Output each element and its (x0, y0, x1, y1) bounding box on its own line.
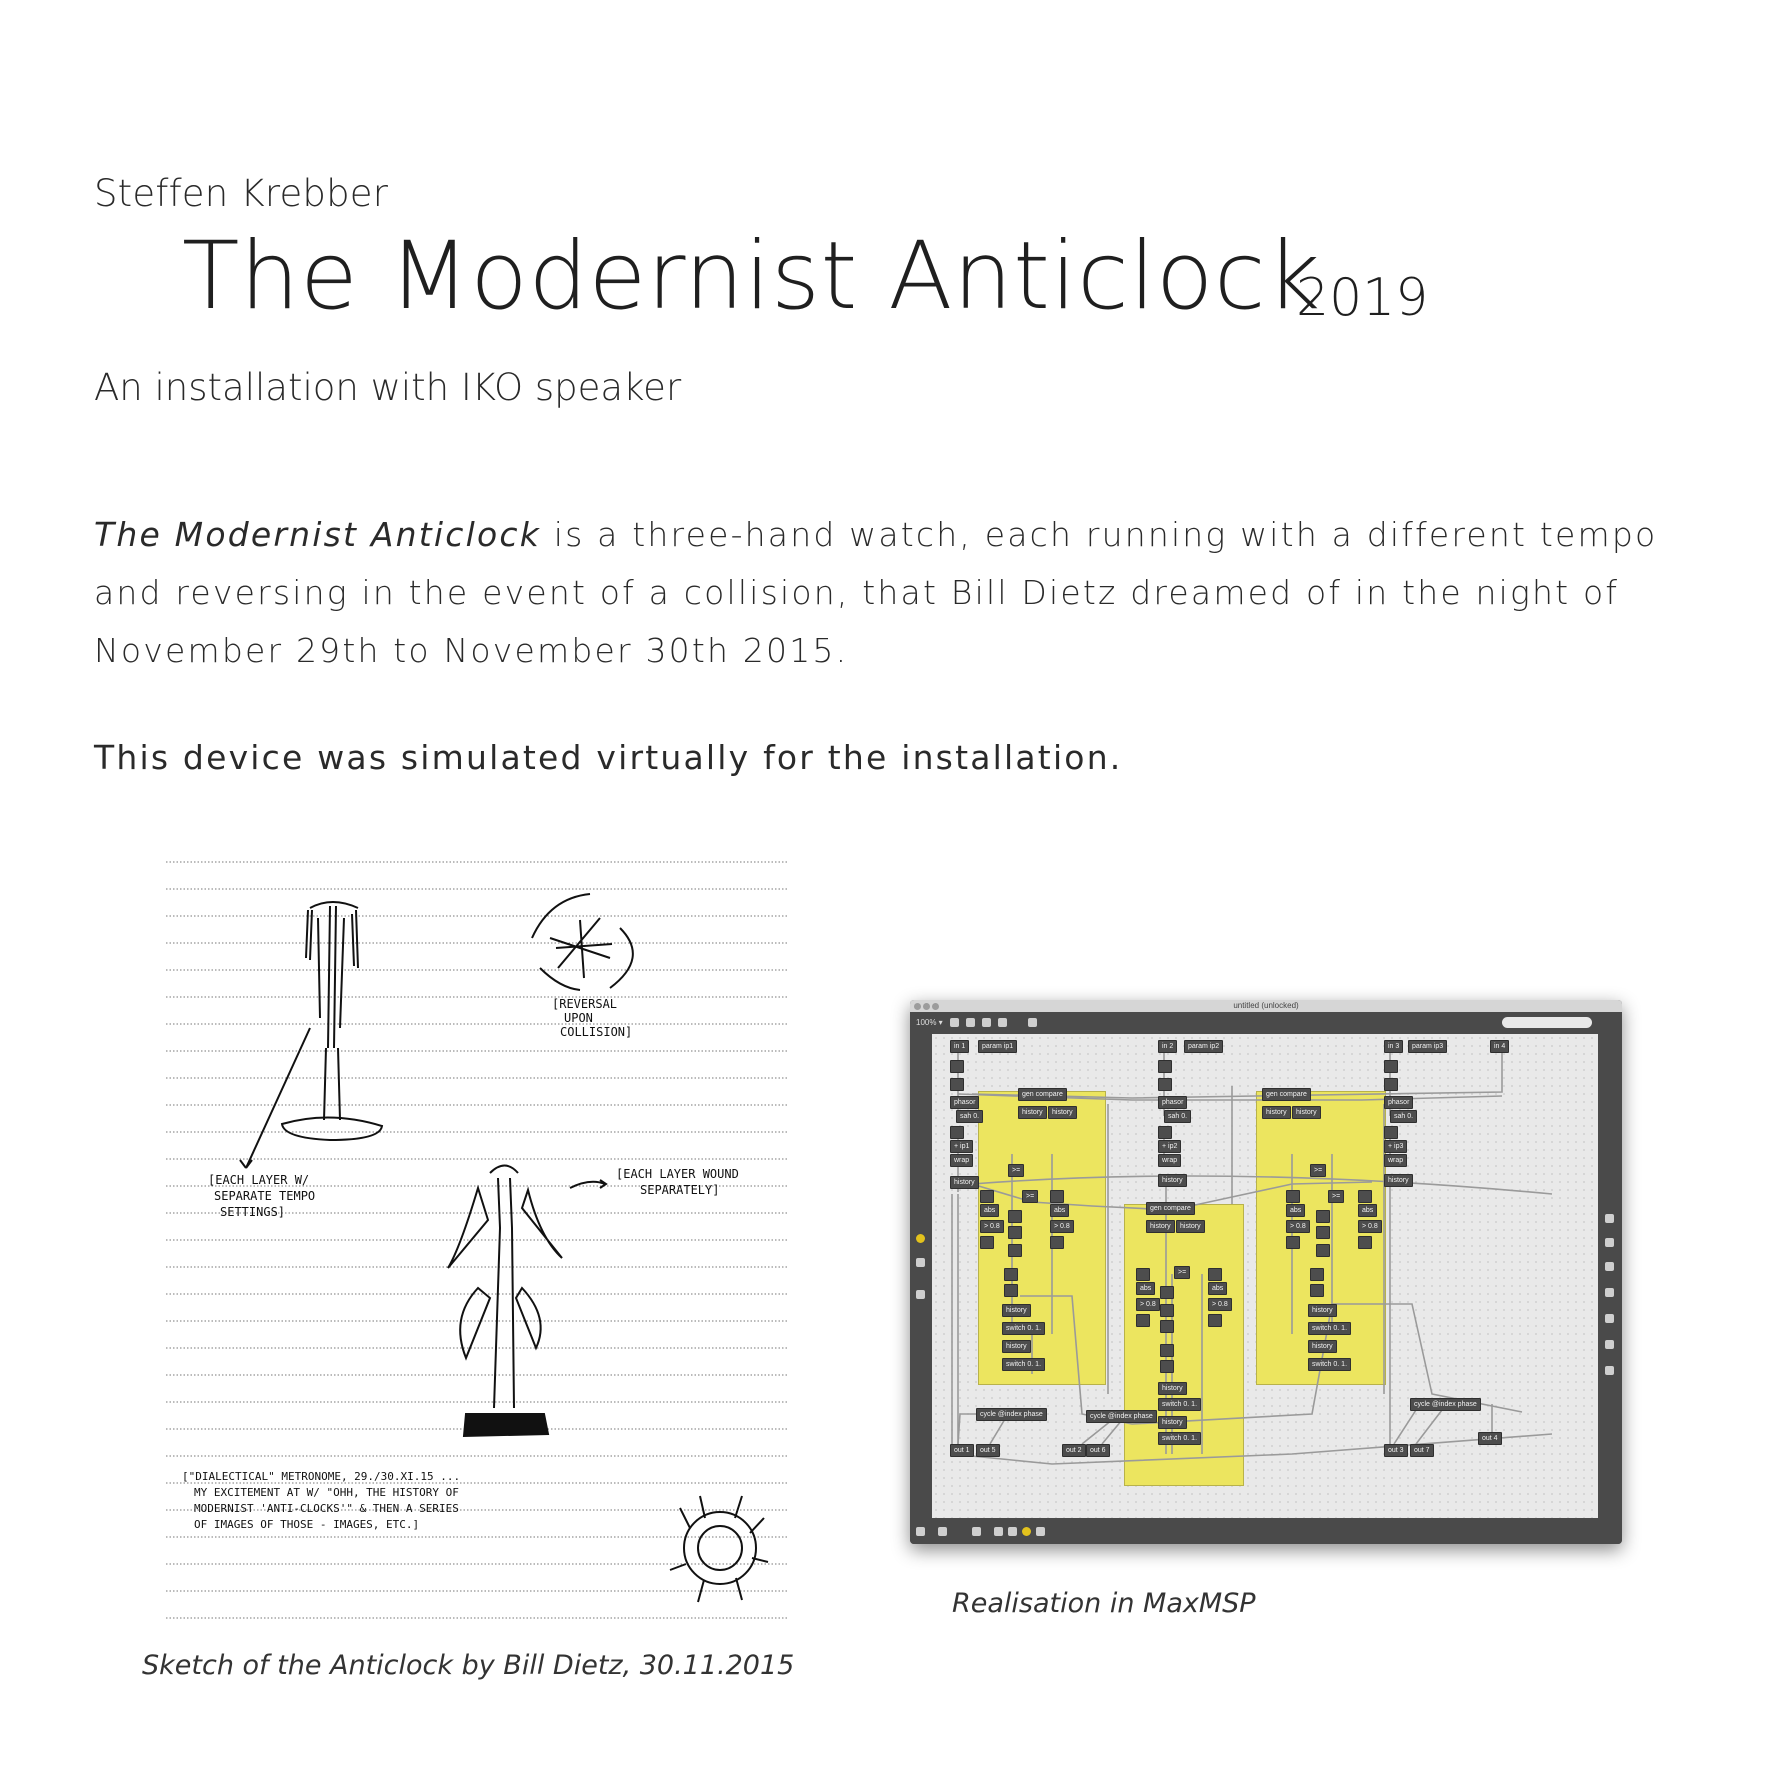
lock-icon[interactable] (916, 1527, 925, 1536)
object-box[interactable] (1160, 1360, 1174, 1373)
outlet-5[interactable]: out 5 (976, 1444, 1000, 1457)
object-box[interactable] (1384, 1126, 1398, 1139)
history-3[interactable]: history (1384, 1174, 1413, 1187)
switch-2a[interactable]: switch 0. 1. (1158, 1398, 1201, 1411)
outlet-3[interactable]: out 3 (1384, 1444, 1408, 1457)
annotation-reversal-1: [REVERSAL (552, 997, 618, 1011)
object-box[interactable] (1316, 1244, 1330, 1257)
page-title: The Modernist Anticlock (182, 222, 1321, 331)
object-box[interactable] (1050, 1236, 1064, 1249)
maxmsp-caption: Realisation in MaxMSP (952, 1588, 1256, 1619)
abs-3b[interactable]: abs (1358, 1204, 1377, 1217)
annotation-bottom-1: ["DIALECTICAL" METRONOME, 29./30.XI.15 ... (182, 1470, 461, 1483)
object-box[interactable] (1004, 1268, 1018, 1281)
gt-1a[interactable]: > 0.8 (980, 1220, 1004, 1233)
list-icon[interactable] (1605, 1314, 1614, 1323)
wrap-2[interactable]: wrap (1158, 1154, 1181, 1167)
history-1[interactable]: history (950, 1176, 979, 1189)
object-box[interactable] (1136, 1314, 1150, 1327)
annotation-bottom-2: MY EXCITEMENT AT W/ "OHH, THE HISTORY OF (194, 1486, 459, 1499)
history-1a[interactable]: history (1018, 1106, 1047, 1119)
object-box[interactable] (1158, 1060, 1172, 1073)
object-box[interactable] (1160, 1286, 1174, 1299)
gte-1b[interactable]: >= (1022, 1190, 1038, 1203)
annotation-bottom-4: OF IMAGES OF THOSE - IMAGES, ETC.] (194, 1518, 420, 1531)
annotation-reversal-2: UPON (564, 1011, 593, 1025)
clue-icon[interactable] (1605, 1238, 1614, 1247)
plus-ip3[interactable]: + ip3 (1384, 1140, 1407, 1153)
switch-1b[interactable]: switch 0. 1. (1002, 1358, 1045, 1371)
sketch-caption: Sketch of the Anticlock by Bill Dietz, 30.11.2015 (142, 1650, 795, 1681)
object-box[interactable] (1208, 1268, 1222, 1281)
switch-3a[interactable]: switch 0. 1. (1308, 1322, 1351, 1335)
paint-icon[interactable] (1028, 1018, 1037, 1027)
gt-3a[interactable]: > 0.8 (1286, 1220, 1310, 1233)
object-box[interactable] (980, 1236, 994, 1249)
switch-3b[interactable]: switch 0. 1. (1308, 1358, 1351, 1371)
sketch-drawing (160, 848, 800, 1638)
annotation-tempo-2: SEPARATE TEMPO (214, 1189, 316, 1203)
cycle-3[interactable]: cycle @index phase (1410, 1398, 1481, 1411)
object-box[interactable] (1384, 1060, 1398, 1073)
gte-2[interactable]: >= (1174, 1266, 1190, 1279)
abs-1a[interactable]: abs (980, 1204, 999, 1217)
object-box[interactable] (1316, 1210, 1330, 1223)
history-1d[interactable]: history (1002, 1340, 1031, 1353)
grid-toggle-icon[interactable] (972, 1527, 981, 1536)
save-icon[interactable] (998, 1018, 1007, 1027)
sah-2[interactable]: sah 0. (1164, 1110, 1191, 1123)
object-box[interactable] (1136, 1268, 1150, 1281)
gen-compare-1[interactable]: gen compare (1018, 1088, 1067, 1101)
gen-compare-3[interactable]: gen compare (1262, 1088, 1311, 1101)
subtitle: An installation with IKO speaker (94, 366, 682, 409)
object-box[interactable] (1008, 1210, 1022, 1223)
object-box[interactable] (980, 1190, 994, 1203)
comment-icon[interactable] (966, 1018, 975, 1027)
object-box[interactable] (950, 1060, 964, 1073)
outlet-6[interactable]: out 6 (1086, 1444, 1110, 1457)
phasor-2[interactable]: phasor (1158, 1096, 1187, 1109)
abs-2b[interactable]: abs (1208, 1282, 1227, 1295)
history-3c[interactable]: history (1308, 1304, 1337, 1317)
zoom-menu[interactable]: 100% ▾ (916, 1018, 943, 1027)
object-box[interactable] (1310, 1268, 1324, 1281)
description (94, 506, 1694, 680)
right-sidebar (1598, 1034, 1622, 1518)
cycle-2[interactable]: cycle @index phase (1086, 1410, 1157, 1423)
object-box[interactable] (1160, 1344, 1174, 1357)
phasor-1[interactable]: phasor (950, 1096, 979, 1109)
anticlock-sketch (160, 848, 800, 1638)
object-box[interactable] (1286, 1190, 1300, 1203)
param-ip2[interactable]: param ip2 (1184, 1040, 1223, 1053)
object-box[interactable] (1160, 1320, 1174, 1333)
sah-1[interactable]: sah 0. (956, 1110, 983, 1123)
object-box[interactable] (950, 1078, 964, 1091)
abs-2a[interactable]: abs (1136, 1282, 1155, 1295)
history-2[interactable]: history (1158, 1174, 1187, 1187)
inlet-2[interactable]: in 2 (1158, 1040, 1177, 1053)
object-box[interactable] (1158, 1126, 1172, 1139)
phasor-3[interactable]: phasor (1384, 1096, 1413, 1109)
window-icon[interactable] (1605, 1340, 1614, 1349)
object-box[interactable] (1008, 1244, 1022, 1257)
wrap-1[interactable]: wrap (950, 1154, 973, 1167)
grid-icon[interactable] (982, 1018, 991, 1027)
wrench-icon[interactable] (1008, 1527, 1017, 1536)
audio-off-icon[interactable] (994, 1527, 1003, 1536)
history-2d[interactable]: history (1158, 1416, 1187, 1429)
simulation-note: This device was simulated virtually for the installation. (94, 738, 1123, 777)
book-icon[interactable] (1605, 1288, 1614, 1297)
object-box[interactable] (1208, 1314, 1222, 1327)
annotation-tempo-3: SETTINGS] (220, 1205, 286, 1219)
object-box[interactable] (1316, 1226, 1330, 1239)
camera-icon[interactable] (1605, 1366, 1614, 1375)
description-work-title: The Modernist Anticlock (94, 515, 542, 554)
object-box[interactable] (1358, 1190, 1372, 1203)
wrap-3[interactable]: wrap (1384, 1154, 1407, 1167)
object-box[interactable] (1286, 1236, 1300, 1249)
info-icon[interactable] (1605, 1262, 1614, 1271)
outlet-7[interactable]: out 7 (1410, 1444, 1434, 1457)
annotation-bottom-3: MODERNIST 'ANTI-CLOCKS'" & THEN A SERIES (194, 1502, 459, 1515)
plus-ip2[interactable]: + ip2 (1158, 1140, 1181, 1153)
annotation-reversal-3: COLLISION] (560, 1025, 633, 1039)
object-box[interactable] (1384, 1078, 1398, 1091)
sah-3[interactable]: sah 0. (1390, 1110, 1417, 1123)
object-box[interactable] (1158, 1078, 1172, 1091)
gte-3b[interactable]: >= (1328, 1190, 1344, 1203)
switch-1a[interactable]: switch 0. 1. (1002, 1322, 1045, 1335)
patcher-bottom-toolbar (910, 1518, 1622, 1544)
object-icon[interactable] (916, 1234, 925, 1243)
history-2a[interactable]: history (1146, 1220, 1175, 1233)
switch-2b[interactable]: switch 0. 1. (1158, 1432, 1201, 1445)
gt-1b[interactable]: > 0.8 (1050, 1220, 1074, 1233)
author-name: Steffen Krebber (94, 172, 389, 215)
object-box[interactable] (1050, 1190, 1064, 1203)
inlet-4[interactable]: in 4 (1490, 1040, 1509, 1053)
object-box[interactable] (1004, 1284, 1018, 1297)
window-title: untitled (unlocked) (1233, 1001, 1299, 1010)
debug-icon[interactable] (1036, 1527, 1045, 1536)
outlet-4[interactable]: out 4 (1478, 1432, 1502, 1445)
outlet-1[interactable]: out 1 (950, 1444, 974, 1457)
gte-1[interactable]: >= (1008, 1164, 1024, 1177)
target-icon[interactable] (916, 1258, 925, 1267)
clip-icon[interactable] (916, 1290, 925, 1299)
patcher-canvas[interactable] (932, 1034, 1598, 1518)
object-box[interactable] (950, 1126, 964, 1139)
annotation-tempo-1: [EACH LAYER W/ (208, 1173, 310, 1187)
description-text: is a three-hand watch, each running with a different tempo and reversing in the event of a collision, that Bill Dietz dreamed of in the night of November 29th to November 30th 2015. (94, 515, 1658, 670)
param-ip3[interactable]: param ip3 (1408, 1040, 1447, 1053)
history-1c[interactable]: history (1002, 1304, 1031, 1317)
gt-2b[interactable]: > 0.8 (1208, 1298, 1232, 1311)
history-3b[interactable]: history (1292, 1106, 1321, 1119)
object-box[interactable] (1008, 1226, 1022, 1239)
gen-compare-2[interactable]: gen compare (1146, 1202, 1195, 1215)
year: 2019 (1296, 268, 1429, 328)
abs-3a[interactable]: abs (1286, 1204, 1305, 1217)
annotation-wound-1: [EACH LAYER WOUND (616, 1167, 739, 1181)
object-box[interactable] (1310, 1284, 1324, 1297)
inspector-icon[interactable] (1605, 1214, 1614, 1223)
history-3a[interactable]: history (1262, 1106, 1291, 1119)
inlet-3[interactable]: in 3 (1384, 1040, 1403, 1053)
left-sidebar (910, 1034, 932, 1518)
presentation-icon[interactable] (950, 1018, 959, 1027)
history-2c[interactable]: history (1158, 1382, 1187, 1395)
abs-1b[interactable]: abs (1050, 1204, 1069, 1217)
gte-3[interactable]: >= (1310, 1164, 1326, 1177)
inlet-1[interactable]: in 1 (950, 1040, 969, 1053)
history-3d[interactable]: history (1308, 1340, 1337, 1353)
presentation-mode-icon[interactable] (938, 1527, 947, 1536)
plus-ip1[interactable]: + ip1 (950, 1140, 973, 1153)
search-input[interactable] (1502, 1017, 1592, 1028)
annotation-wound-2: SEPARATELY] (640, 1183, 720, 1197)
object-box[interactable] (1160, 1304, 1174, 1317)
param-ip1[interactable]: param ip1 (978, 1040, 1017, 1053)
outlet-2[interactable]: out 2 (1062, 1444, 1086, 1457)
history-1b[interactable]: history (1048, 1106, 1077, 1119)
refresh-icon[interactable] (1022, 1527, 1031, 1536)
cycle-1[interactable]: cycle @index phase (976, 1408, 1047, 1421)
maxmsp-window (910, 1000, 1622, 1544)
gt-3b[interactable]: > 0.8 (1358, 1220, 1382, 1233)
gt-2a[interactable]: > 0.8 (1136, 1298, 1160, 1311)
history-2b[interactable]: history (1176, 1220, 1205, 1233)
patcher-toolbar (910, 1012, 1622, 1034)
object-box[interactable] (1358, 1236, 1372, 1249)
